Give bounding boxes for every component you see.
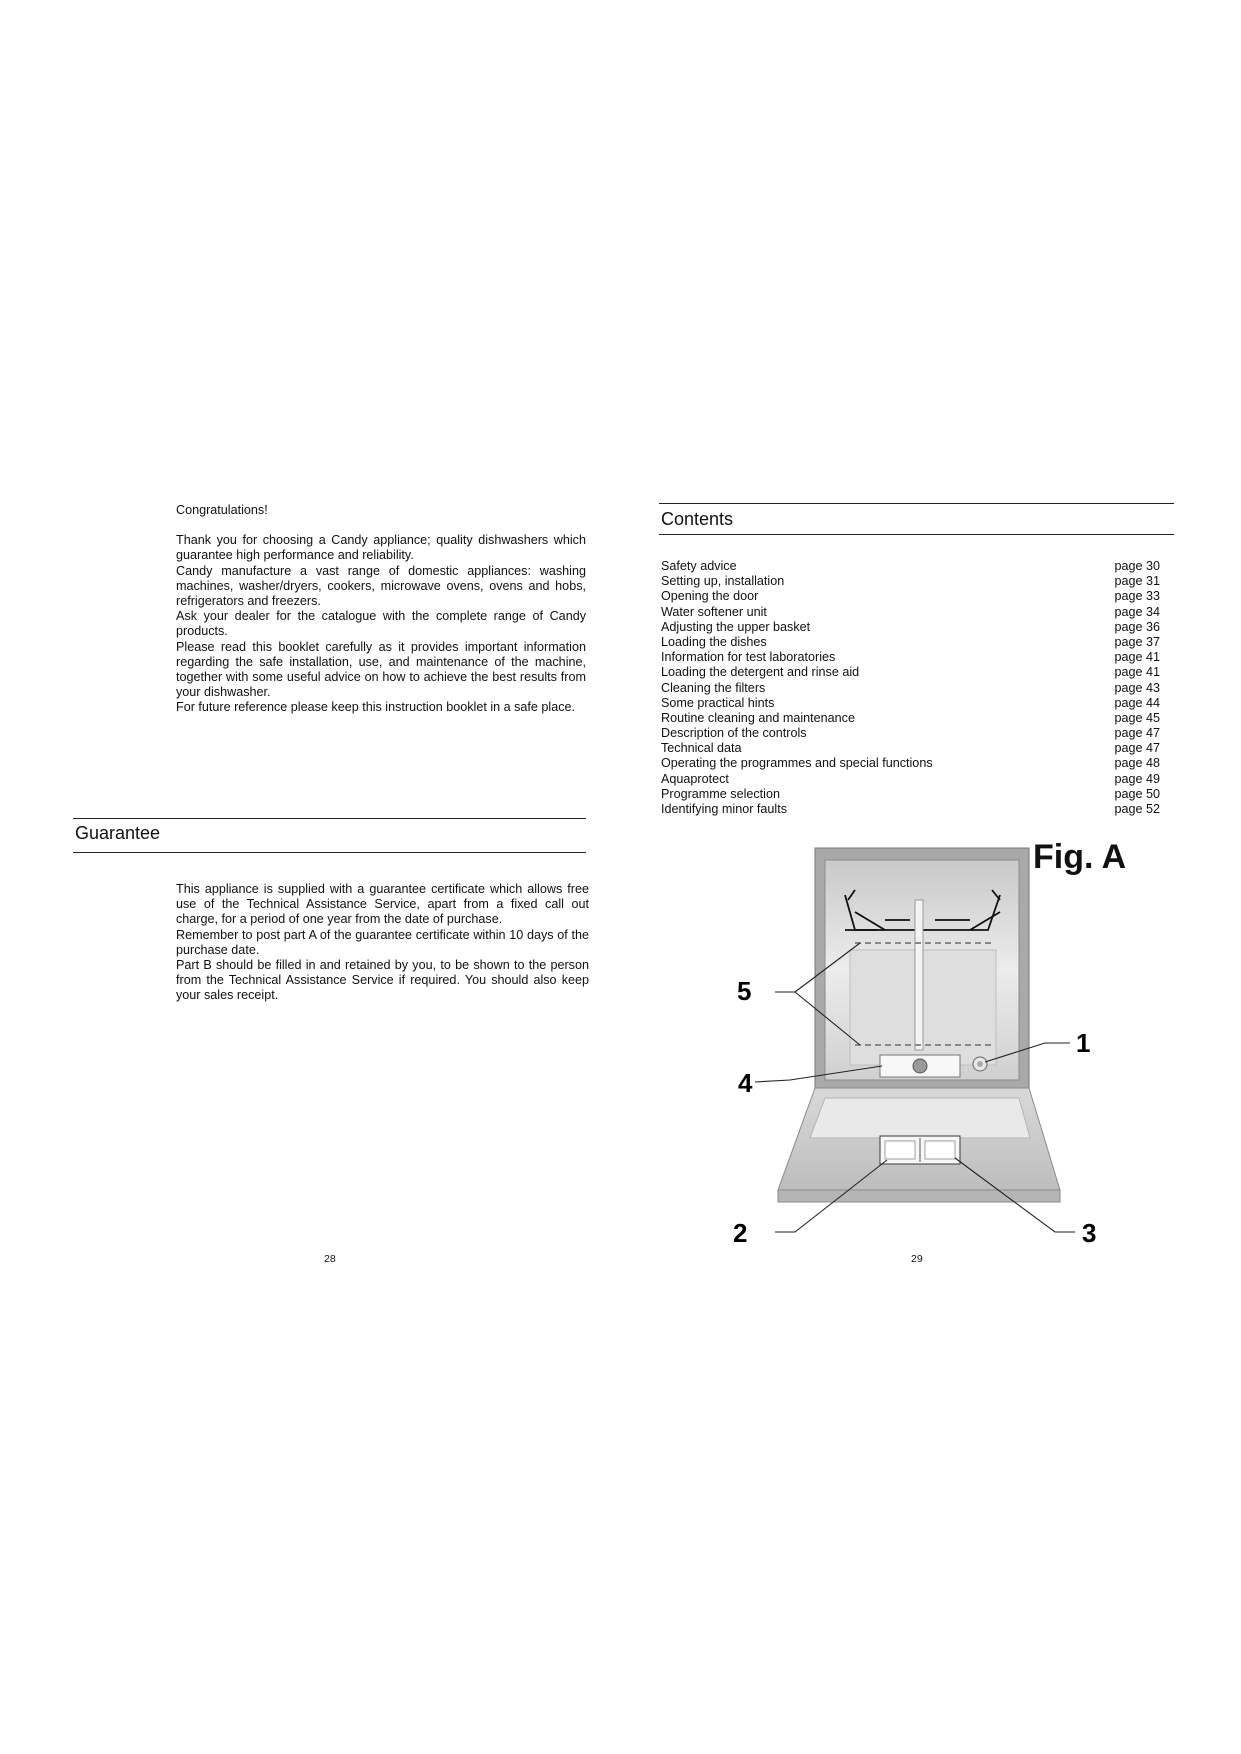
contents-title: Contents: [661, 509, 734, 529]
intro-paragraph: Ask your dealer for the catalogue with the complete range of Candy products.: [176, 609, 586, 639]
contents-entry[interactable]: [661, 772, 1160, 787]
guarantee-paragraph: Remember to post part A of the guarantee certificate within 10 days of the purchase date.: [176, 927, 589, 957]
contents-entry-title: Aquaprotect: [661, 771, 729, 786]
contents-entry-page: page 50: [1114, 786, 1160, 801]
figure-label: Fig. A: [1033, 838, 1127, 876]
contents-entry-title: Identifying minor faults: [661, 802, 787, 816]
contents-entry-page: page 34: [1114, 604, 1160, 619]
contents-entry-title: Some practical hints: [661, 695, 775, 710]
contents-entry[interactable]: [661, 665, 1160, 680]
guarantee-title: Guarantee: [75, 823, 161, 843]
contents-entry-page: page 37: [1114, 634, 1160, 649]
contents-entry-page: page 45: [1114, 710, 1160, 725]
contents-entry-page: page 44: [1114, 695, 1160, 710]
contents-entry-title: Routine cleaning and maintenance: [661, 710, 855, 725]
callout-label: 4: [738, 1068, 753, 1098]
contents-entry-page: page 33: [1114, 589, 1160, 604]
intro-paragraph: For future reference please keep this instruction booklet in a safe place.: [176, 700, 576, 715]
contents-entry[interactable]: [661, 620, 1160, 635]
contents-entry[interactable]: [661, 726, 1160, 741]
page-number-right: 29: [911, 1253, 923, 1265]
contents-entry[interactable]: [661, 635, 1160, 650]
contents-entry-page: page 47: [1114, 726, 1160, 741]
intro-paragraph: Thank you for choosing a Candy appliance; quality dishwashers which guarantee high performance and reliability.: [176, 533, 586, 563]
guarantee-top-rule: [73, 818, 586, 819]
contents-entry-title: Setting up, installation: [661, 574, 785, 589]
contents-list: [661, 559, 1160, 817]
contents-entry-title: Loading the detergent and rinse aid: [661, 665, 860, 680]
contents-entry-title: Information for test laboratories: [661, 650, 836, 665]
contents-entry-title: Opening the door: [661, 589, 759, 604]
contents-entry-page: page 48: [1114, 756, 1160, 771]
detergent-dispenser: [880, 1136, 960, 1164]
contents-entry-page: page 49: [1114, 771, 1160, 786]
contents-entry-title: Programme selection: [661, 786, 780, 801]
dishwasher-figure: [730, 840, 1140, 1260]
contents-entry-page: page 52: [1114, 802, 1160, 816]
guarantee-paragraph: Part B should be filled in and retained by you, to be shown to the person from the Technical Assistance Service if required. You should also keep your sales receipt.: [176, 958, 589, 1003]
contents-entry-title: Water softener unit: [661, 604, 767, 619]
contents-entry[interactable]: [661, 787, 1160, 802]
guarantee-text: [176, 882, 589, 1004]
callout-label: 5: [737, 976, 752, 1006]
page-number-left: 28: [324, 1253, 336, 1265]
guarantee-bottom-rule: [73, 852, 586, 853]
contents-entry-page: page 43: [1114, 680, 1160, 695]
intro-paragraph: Candy manufacture a vast range of domestic appliances: washing machines, washer/dryers, cookers, microwave ovens, ovens and hobs, refrigerators and freezers.: [176, 563, 586, 609]
contents-entry[interactable]: [661, 756, 1160, 771]
contents-entry[interactable]: [661, 650, 1160, 665]
intro-heading: Congratulations!: [176, 503, 268, 517]
contents-entry-page: page 41: [1114, 665, 1160, 680]
contents-entry-page: page 36: [1114, 619, 1160, 634]
contents-entry-title: Safety advice: [661, 559, 737, 573]
contents-entry[interactable]: [661, 696, 1160, 711]
contents-top-rule: [659, 503, 1174, 504]
contents-entry-title: Technical data: [661, 741, 742, 756]
intro-text: [176, 503, 586, 716]
contents-entry-page: page 47: [1114, 741, 1160, 756]
intro-paragraph: Please read this booklet carefully as it provides important information regarding the safe installation, use, and maintenance of the machine, together with some useful advice on how to achieve the best results from your dishwasher.: [176, 639, 586, 700]
contents-entry-page: page 31: [1114, 574, 1160, 589]
contents-bottom-rule: [659, 534, 1174, 535]
contents-entry[interactable]: [661, 574, 1160, 589]
contents-entry[interactable]: [661, 589, 1160, 604]
contents-entry[interactable]: [661, 802, 1160, 817]
contents-entry[interactable]: [661, 711, 1160, 726]
guarantee-paragraph: This appliance is supplied with a guarantee certificate which allows free use of the Technical Assistance Service, apart from a fixed call out charge, for a period of one year from the date of purchase.: [176, 882, 589, 927]
filter: [880, 1055, 960, 1077]
contents-entry-title: Description of the controls: [661, 726, 807, 741]
contents-entry[interactable]: [661, 605, 1160, 620]
callout-label: 3: [1082, 1218, 1097, 1248]
contents-entry-page: page 30: [1114, 559, 1160, 573]
contents-entry-title: Cleaning the filters: [661, 680, 766, 695]
contents-entry-page: page 41: [1114, 650, 1160, 665]
callout-label: 1: [1076, 1028, 1091, 1058]
contents-entry[interactable]: [661, 741, 1160, 756]
contents-entry[interactable]: [661, 559, 1160, 574]
contents-entry-title: Loading the dishes: [661, 634, 767, 649]
contents-entry-title: Operating the programmes and special functions: [661, 756, 933, 771]
callout-label: 2: [733, 1218, 748, 1248]
contents-entry[interactable]: [661, 681, 1160, 696]
salt-container-cap: [973, 1057, 987, 1071]
contents-entry-title: Adjusting the upper basket: [661, 619, 811, 634]
